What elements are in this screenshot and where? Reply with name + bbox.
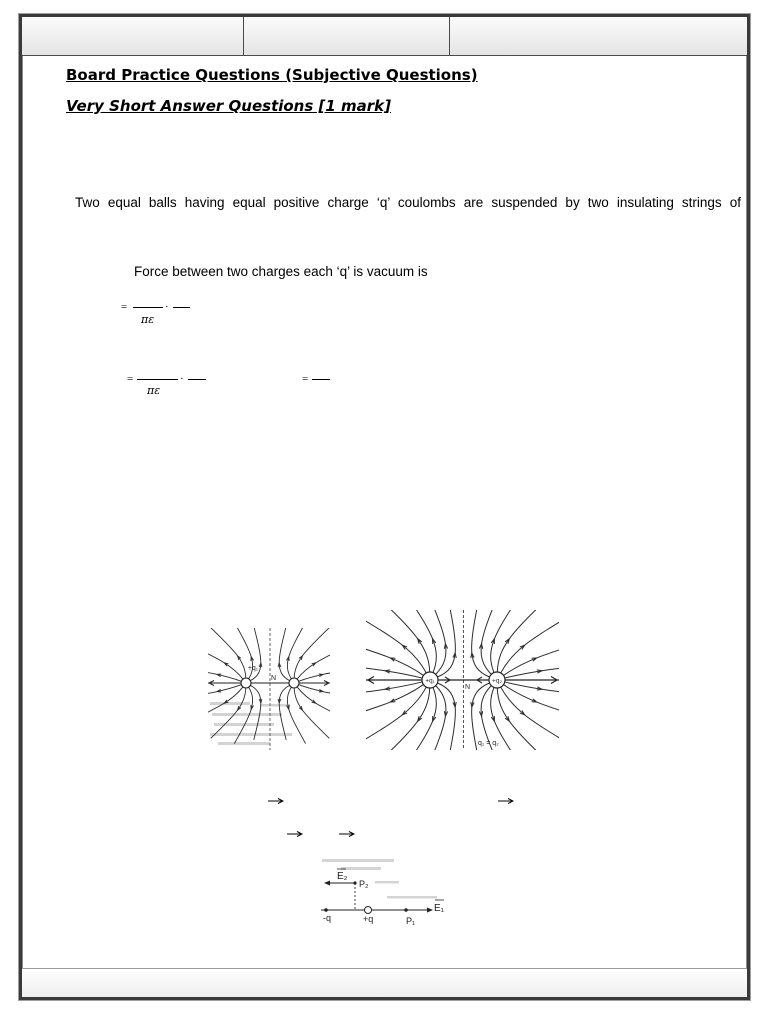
- equation-2-fraction-bar-2: [188, 379, 206, 380]
- equation-1-equals-sign: =: [121, 301, 128, 313]
- question-text: Two equal balls having equal positive charge ‘q’ coulombs are suspended by two insulating strings of: [75, 195, 741, 210]
- equation-2-denominator: πε: [147, 384, 161, 397]
- p2-label: P₂: [359, 879, 369, 889]
- page-border: [19, 14, 750, 1000]
- vector-arrow: [338, 830, 355, 838]
- p1-label: P₁: [406, 916, 416, 926]
- charge-left: [241, 678, 251, 688]
- charge-right: [289, 678, 299, 688]
- vector-arrow: [286, 830, 303, 838]
- equation-1-fraction-bar: [133, 307, 163, 308]
- like-charges-field-diagram-small: [208, 628, 330, 750]
- vector-arrow: [267, 797, 284, 805]
- subsection-title: Very Short Answer Questions [1 mark]: [66, 97, 392, 115]
- equation-2-equals-sign: =: [127, 373, 134, 385]
- point-p1: [404, 908, 408, 912]
- header-cell-left: [22, 17, 244, 55]
- e1-label: E₁: [434, 903, 445, 914]
- e2-label: E₂: [337, 871, 348, 882]
- section-title: Board Practice Questions (Subjective Questions): [66, 66, 478, 84]
- equation-2-fraction-bar-right: [312, 379, 330, 380]
- charge-label: +q₁: [247, 665, 259, 672]
- header-cell-right: [450, 17, 747, 55]
- equation-2-dot-operator: ·: [180, 373, 184, 385]
- positive-charge: [365, 907, 372, 914]
- like-charges-field-diagram-large: [366, 610, 559, 750]
- equation-1-dot-operator: ·: [165, 301, 169, 313]
- page-header-table: [22, 17, 747, 56]
- e2-arrowhead: [324, 881, 330, 886]
- equation-1-denominator: πε: [141, 313, 155, 326]
- equation-1-fraction-bar-2: [173, 307, 190, 308]
- header-cell-middle: [244, 17, 450, 55]
- neutral-point-label: N: [271, 675, 277, 682]
- positive-charge-label: +q: [363, 914, 374, 924]
- point-p2: [353, 881, 356, 884]
- charge-q2-label: +q₂: [492, 677, 502, 685]
- negative-charge-label: -q: [323, 913, 332, 923]
- vector-arrow: [497, 797, 514, 805]
- solution-intro: Force between two charges each ‘q’ is vacuum is: [134, 264, 428, 279]
- charge-q1-label: +q₁: [425, 677, 435, 685]
- equation-2-equals-sign-right: =: [302, 373, 309, 385]
- figure-caption: q₁ = q₂: [478, 740, 499, 747]
- field-at-points-diagram: [319, 855, 451, 927]
- page-footer: [22, 968, 747, 997]
- equation-2-fraction-bar: [137, 379, 178, 380]
- e1-arrowhead: [427, 908, 433, 913]
- negative-charge: [324, 908, 328, 912]
- neutral-point-label: N: [465, 684, 471, 691]
